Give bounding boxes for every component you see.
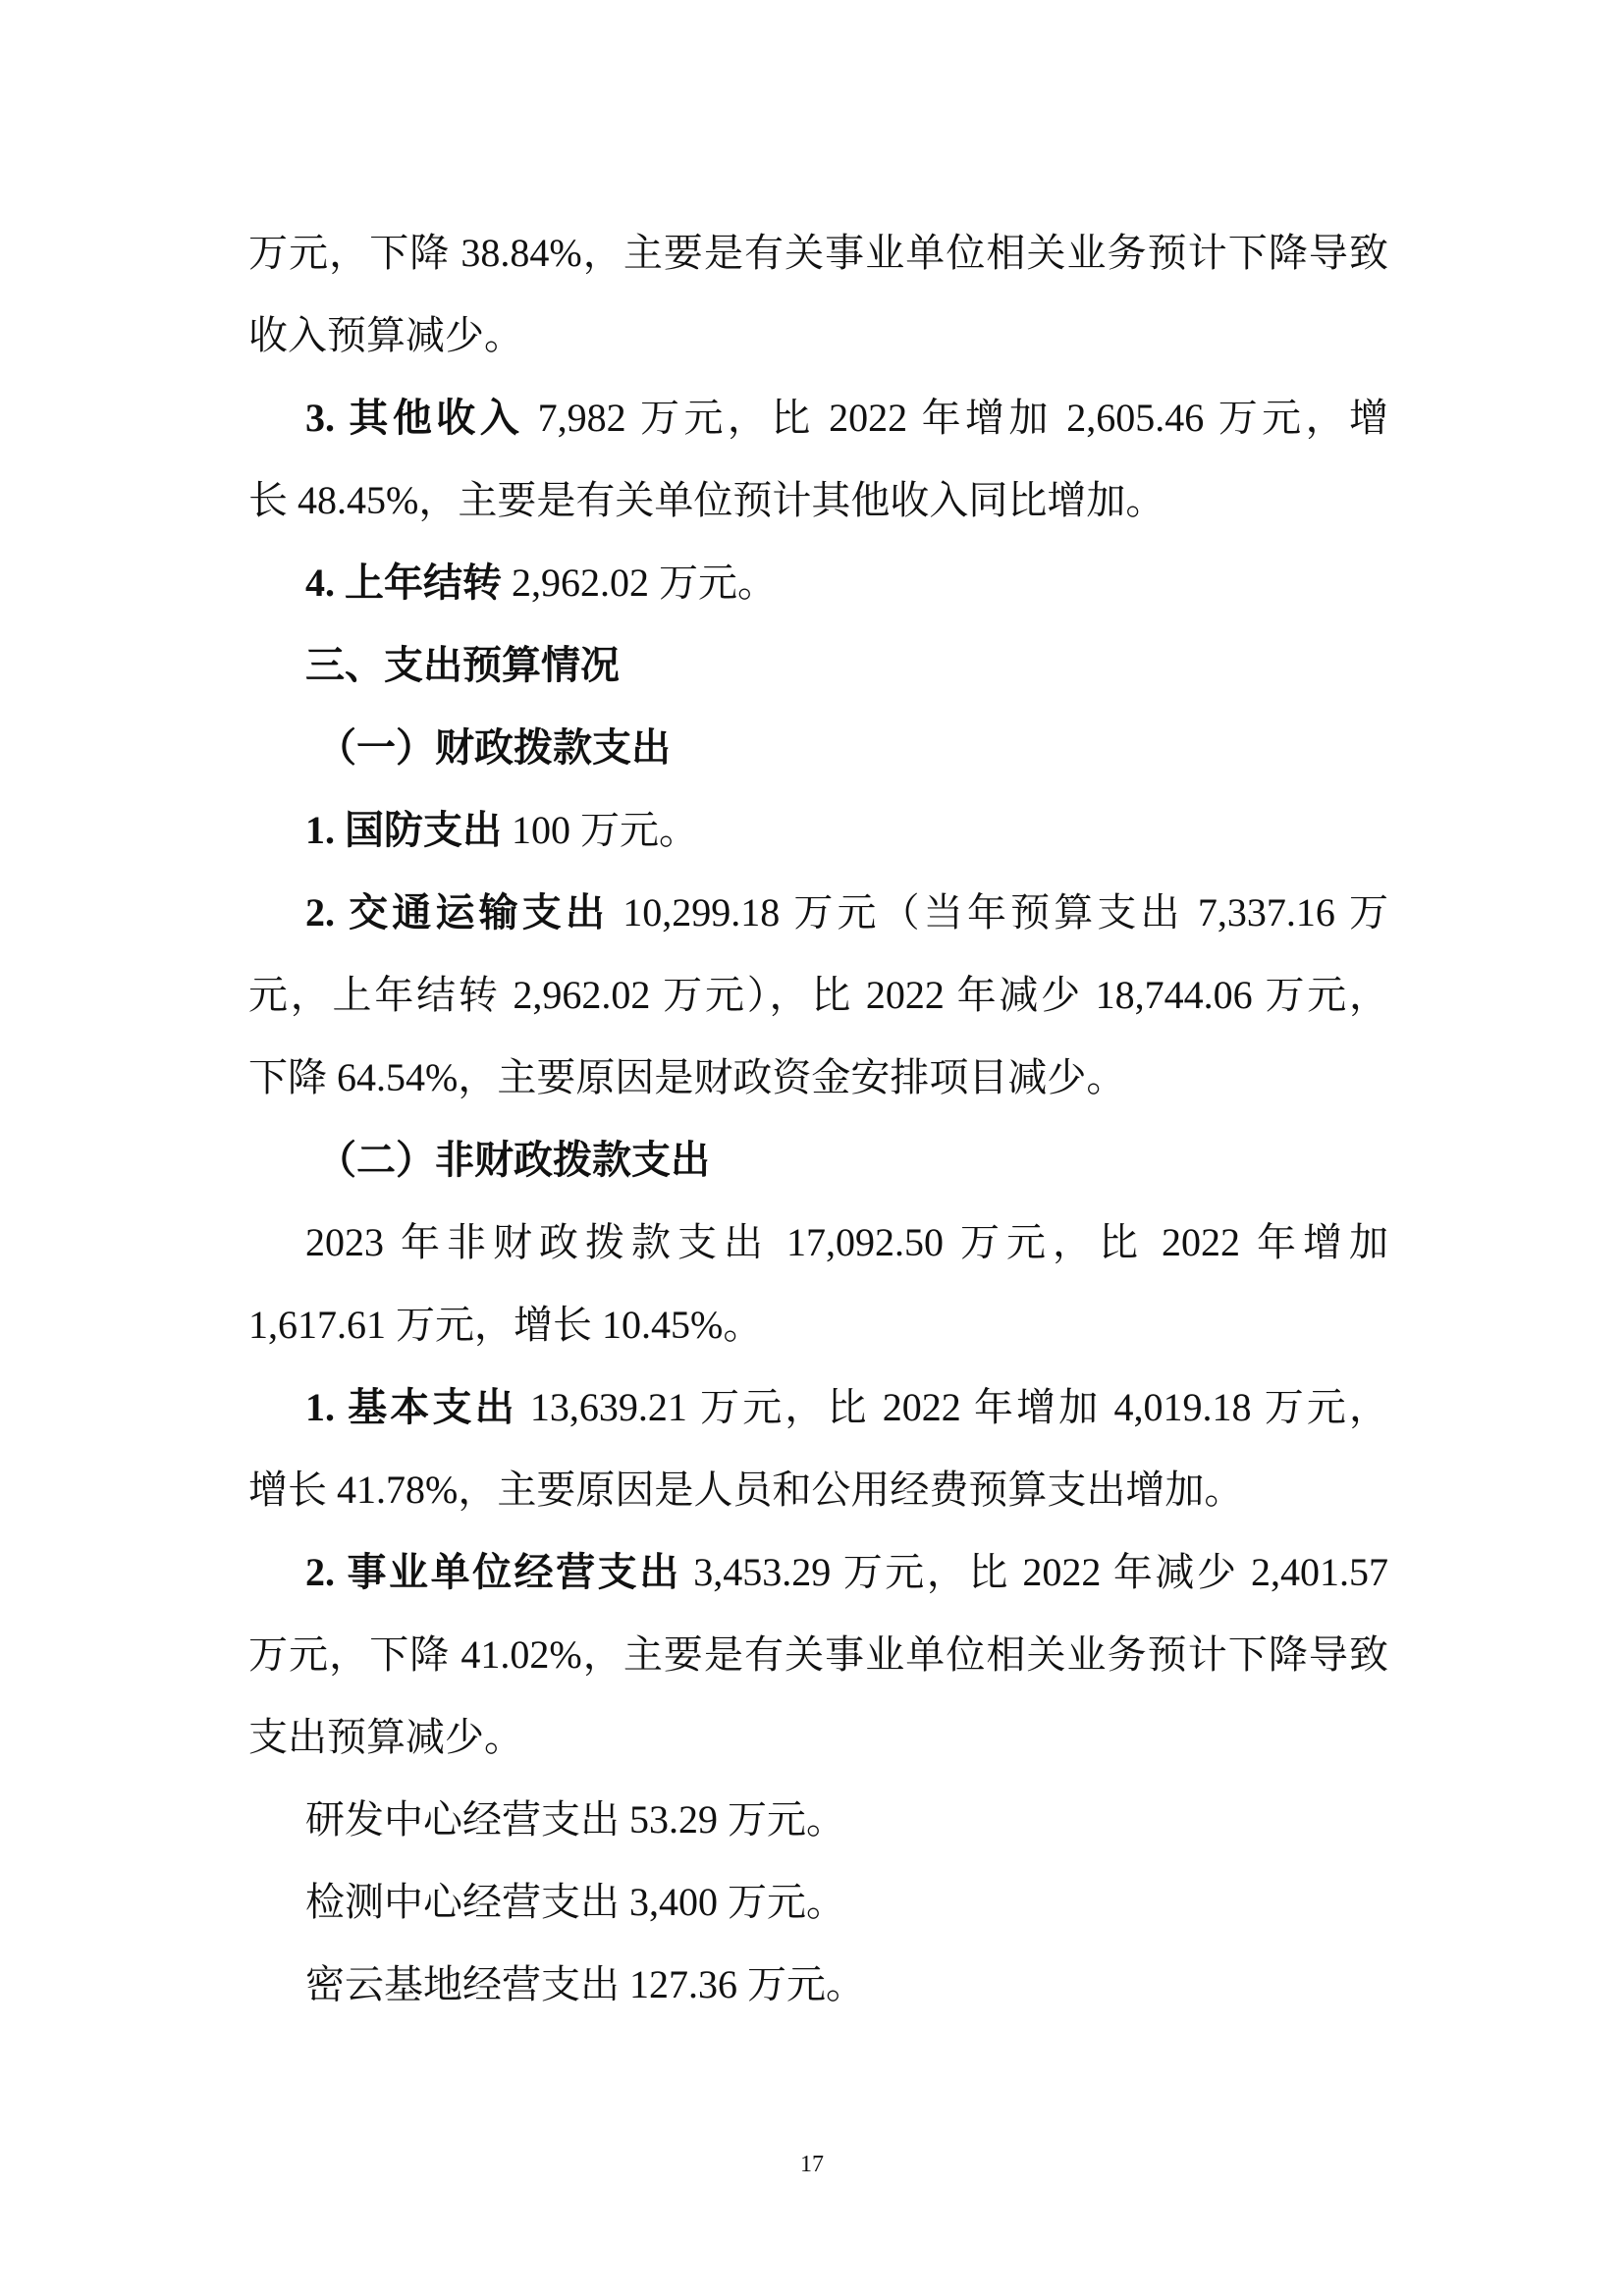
text-line: 万元，下降 41.02%，主要是有关事业单位相关业务预计下降导致: [248, 1632, 1388, 1677]
subsection-heading: （一）财政拨款支出: [317, 725, 671, 770]
page-number: 17: [800, 2152, 824, 2177]
section-heading: 三、支出预算情况: [305, 643, 620, 687]
text-line: 2. 事业单位经营支出 3,453.29 万元，比 2022 年减少 2,401.57: [305, 1550, 1389, 1594]
text-line: 增长 41.78%，主要原因是人员和公用经费预算支出增加。: [248, 1468, 1244, 1512]
text-line: 收入预算减少。: [248, 313, 523, 357]
text-line: 元，上年结转 2,962.02 万元），比 2022 年减少 18,744.06 万元，: [248, 973, 1388, 1017]
text-line: 万元，下降 38.84%，主要是有关事业单位相关业务预计下降导致: [248, 231, 1388, 275]
text-line: 2023 年非财政拨款支出 17,092.50 万元，比 2022 年增加: [305, 1220, 1388, 1264]
subsection-heading: （二）非财政拨款支出: [317, 1138, 710, 1182]
text-line: 3. 其他收入 7,982 万元，比 2022 年增加 2,605.46 万元，增: [305, 396, 1389, 440]
text-line: 密云基地经营支出 127.36 万元。: [305, 1962, 865, 2006]
text-line: 2. 交通运输支出 10,299.18 万元（当年预算支出 7,337.16 万: [305, 890, 1389, 934]
text-line: 研发中心经营支出 53.29 万元。: [305, 1797, 845, 1842]
text-line: 长 48.45%，主要是有关单位预计其他收入同比增加。: [248, 478, 1165, 522]
text-line: 1. 基本支出 13,639.21 万元，比 2022 年增加 4,019.18 万元，: [305, 1385, 1388, 1429]
text-line: 1. 国防支出 100 万元。: [305, 808, 698, 852]
text-line: 4. 上年结转 2,962.02 万元。: [305, 561, 777, 605]
text-line: 1,617.61 万元，增长 10.45%。: [248, 1303, 763, 1347]
text-line: 下降 64.54%，主要原因是财政资金安排项目减少。: [248, 1055, 1126, 1099]
text-line: 检测中心经营支出 3,400 万元。: [305, 1880, 845, 1924]
text-line: 支出预算减少。: [248, 1715, 523, 1759]
